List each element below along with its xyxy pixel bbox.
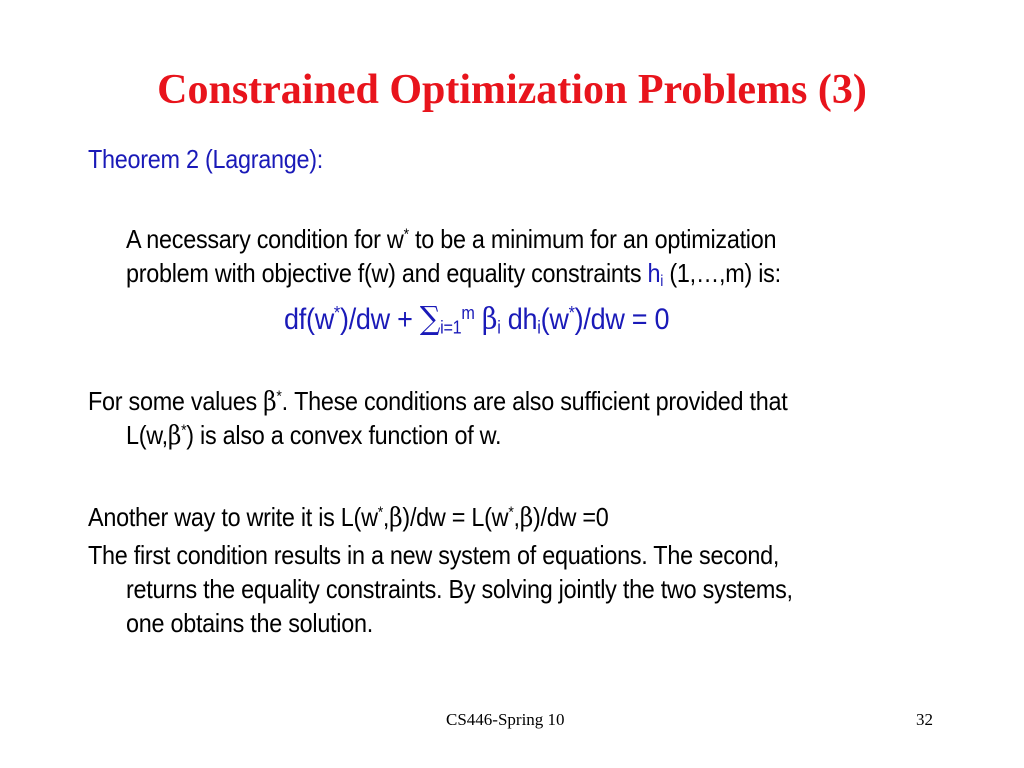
theorem-heading: Theorem 2 (Lagrange): xyxy=(88,144,323,174)
condition-line-2: problem with objective f(w) and equality constraints $h_i$ (1,…,m) is: xyxy=(126,258,781,290)
slide-title: Constrained Optimization Problems (3) xyxy=(157,67,867,113)
alternate-form-line: Another way to write it is L(w*,β)/dw = L(w*,β)/dw =0 xyxy=(88,502,609,533)
footer-course: CS446-Spring 10 xyxy=(446,710,565,729)
condition-line-1: A necessary condition for w* to be a minimum for an optimization xyxy=(126,224,777,254)
sufficiency-line-1: For some values β*. These conditions are also sufficient provided that xyxy=(88,386,788,417)
conclusion-line-1: The first condition results in a new system of equations. The second, xyxy=(88,540,780,570)
conclusion-line-3: one obtains the solution. xyxy=(126,608,373,638)
lagrange-equation: $df(w^*)/dw + \sum_{i=1}^m$ $\beta_i$ $dh_i(w^*)/dw = 0$ xyxy=(284,299,670,338)
conclusion-line-2: returns the equality constraints. By solving jointly the two systems, xyxy=(126,574,793,604)
sufficiency-line-2: L(w,β*) is also a convex function of w. xyxy=(126,420,502,451)
footer-page-number: 32 xyxy=(916,710,933,729)
